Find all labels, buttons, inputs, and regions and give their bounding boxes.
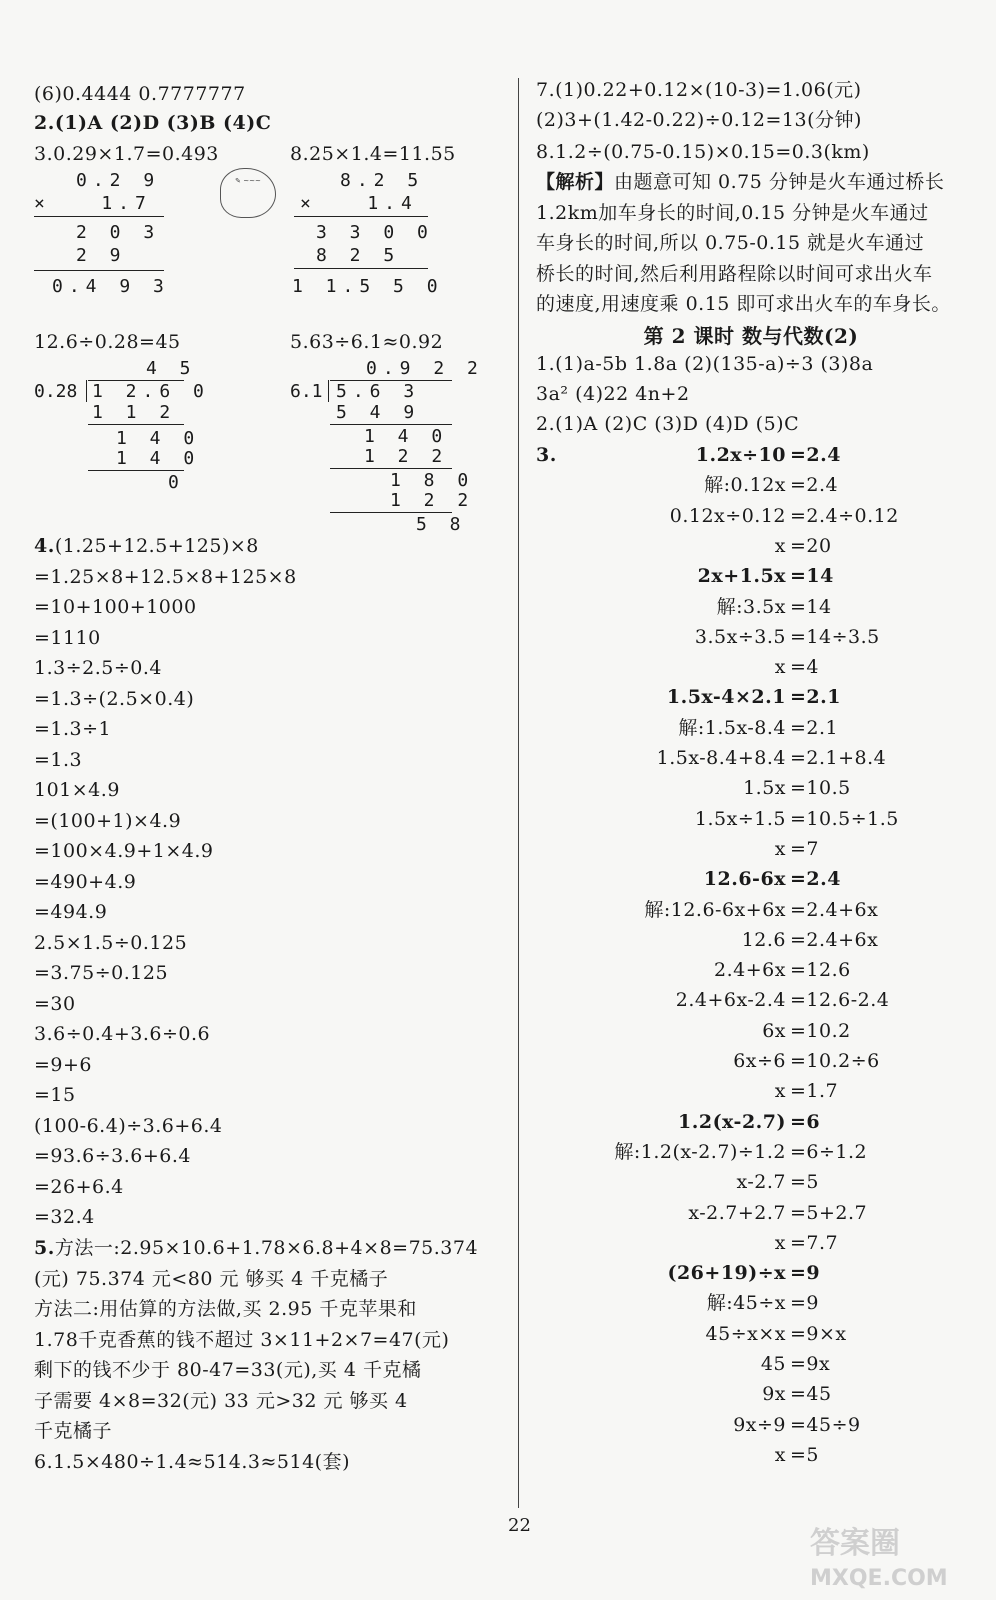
calc-line: =26+6.4: [34, 1175, 124, 1198]
div1-title: 12.6÷0.28=45: [34, 331, 181, 353]
equation-rhs: =20: [790, 534, 832, 557]
equation-rhs: =5: [790, 1443, 820, 1466]
equation-rhs: =2.1+8.4: [790, 747, 887, 769]
mul1-row: 0.2 9: [76, 170, 161, 191]
equation-lhs: 解:0.12x: [704, 474, 786, 497]
q5-line: 1.78千克香蕉的钱不超过 3×11+2×7=47(元): [34, 1328, 450, 1351]
calc-line: (100-6.4)÷3.6+6.4: [34, 1114, 223, 1137]
calc-line: =93.6÷3.6+6.4: [34, 1145, 191, 1167]
div1-bracket: [86, 380, 87, 402]
equation-rhs: =2.4: [790, 868, 841, 891]
calc-line: =1110: [34, 626, 101, 649]
q5-line: 子需要 4×8=32(元) 33 元>32 元 够买 4: [34, 1389, 408, 1412]
equation-rhs: =2.4: [790, 444, 841, 466]
mul1-row: 2 9: [76, 245, 127, 266]
mul2-row: 8.2 5: [340, 170, 425, 191]
equation-rhs: =2.1: [790, 716, 839, 739]
equation-lhs: x-2.7+2.7: [688, 1201, 786, 1224]
calc-line: =32.4: [34, 1206, 95, 1228]
equation-lhs: 1.5x-8.4+8.4: [656, 747, 786, 769]
mul2-row: × 1.4: [300, 193, 418, 214]
equation-lhs: x: [774, 837, 786, 860]
equation-lhs: x: [774, 1231, 786, 1254]
watermark-logo: 答案圈 MXQE.COM: [810, 1526, 948, 1591]
equation-lhs: 1.2x÷10: [695, 444, 786, 466]
equation-lhs: 1.5x-4×2.1: [666, 686, 786, 709]
div1-step: 1 4 0: [116, 448, 201, 469]
equation-rhs: =14: [790, 595, 832, 618]
div1-step: 1 4 0: [116, 428, 201, 449]
answer-r3: 3.: [536, 444, 557, 466]
equation-lhs: 解:1.5x-8.4: [678, 716, 786, 739]
section-heading: 第 2 课时 数与代数(2): [643, 324, 859, 348]
equation-lhs: 9x÷9: [733, 1413, 786, 1436]
equation-lhs: 6x: [762, 1019, 786, 1042]
q5-line: 5.方法一:2.95×10.6+1.78×6.8+4×8=75.374: [34, 1237, 479, 1259]
calc-line: 1.3÷2.5÷0.4: [34, 657, 162, 679]
div2-step: 5 8: [416, 514, 467, 535]
equation-rhs: =5+2.7: [790, 1201, 868, 1224]
mul1-row: × 1.7: [34, 193, 152, 214]
answer-q7-1: 7.(1)0.22+0.12×(10-3)=1.06(元): [536, 79, 862, 101]
calc-line: 2.5×1.5÷0.125: [34, 931, 188, 954]
equation-lhs: 3.5x÷3.5: [694, 625, 786, 648]
calc-line: =1.3÷(2.5×0.4): [34, 687, 195, 710]
div1-rule: [88, 470, 184, 471]
answer-r2: 2.(1)A (2)C (3)D (4)D (5)C: [536, 413, 800, 435]
equation-rhs: =6: [790, 1110, 821, 1133]
q5-line: 方法二:用估算的方法做,买 2.95 千克苹果和: [34, 1298, 417, 1320]
equation-rhs: =9×x: [790, 1322, 847, 1345]
div2-title: 5.63÷6.1≈0.92: [290, 331, 444, 353]
equation-lhs: 1.2(x-2.7): [678, 1110, 786, 1133]
answer-r1: 1.(1)a-5b 1.8a (2)(135-a)÷3 (3)8a: [536, 353, 874, 375]
mul1-rule: [34, 270, 164, 271]
calc-line: =1.3: [34, 748, 83, 771]
q5-line: (元) 75.374 元<80 元 够买 4 千克橘子: [34, 1267, 389, 1290]
div2-quotient: 0.9 2 2: [366, 358, 484, 379]
equation-lhs: x: [774, 1080, 786, 1103]
equation-lhs: 6x÷6: [733, 1050, 786, 1072]
div2-step: 1 4 0: [364, 426, 449, 447]
mul2-rule: [294, 268, 428, 269]
page-number: 22: [508, 1515, 531, 1536]
equation-lhs: 9x: [762, 1383, 786, 1406]
equation-rhs: =6÷1.2: [790, 1140, 868, 1163]
div2-rule: [330, 424, 452, 425]
equation-rhs: =10.5÷1.5: [790, 807, 899, 830]
equation-lhs: 12.6-6x: [703, 868, 786, 891]
equation-lhs: x: [774, 656, 786, 679]
calc-line: =9+6: [34, 1053, 93, 1076]
equation-rhs: =10.5: [790, 777, 851, 800]
calc-line: =1.3÷1: [34, 718, 112, 740]
answer-q3-b: 8.25×1.4=11.55: [290, 143, 456, 165]
div2-bracket: [328, 380, 329, 402]
equation-rhs: =4: [790, 656, 820, 679]
equation-rhs: =9x: [790, 1353, 831, 1375]
mul2-row: 8 2 5: [316, 245, 401, 266]
calc-line: =30: [34, 992, 76, 1015]
calc-line: =490+4.9: [34, 870, 137, 893]
equation-lhs: 45: [760, 1353, 786, 1375]
calc-line: 3.6÷0.4+3.6÷0.6: [34, 1023, 211, 1045]
calc-line: =10+100+1000: [34, 596, 197, 618]
div1-quotient: 4 5: [146, 358, 197, 379]
mul2-rule: [294, 216, 428, 217]
div1-rule: [88, 424, 184, 425]
equation-rhs: =9: [790, 1292, 820, 1315]
equation-lhs: 12.6: [741, 928, 786, 951]
mul1-rule: [34, 216, 164, 217]
div2-rule: [330, 468, 452, 469]
answer-q8: 8.1.2÷(0.75-0.15)×0.15=0.3(km): [536, 141, 870, 163]
equation-lhs: 2.4+6x-2.4: [675, 989, 786, 1012]
equation-rhs: =7.7: [790, 1231, 839, 1254]
answer-q3-a: 3.0.29×1.7=0.493: [34, 143, 219, 165]
div2-rule: [330, 512, 452, 513]
answer-r1-cont: 3a² (4)22 4n+2: [536, 383, 690, 405]
equation-rhs: =2.4+6x: [790, 898, 879, 921]
equation-lhs: 2.4+6x: [714, 959, 786, 982]
calc-line: =100×4.9+1×4.9: [34, 840, 214, 862]
calc-line: 101×4.9: [34, 779, 120, 801]
analysis-line: 的速度,用速度乘 0.15 即可求出火车的车身长。: [536, 293, 951, 315]
equation-lhs: 0.12x÷0.12: [669, 504, 786, 527]
equation-rhs: =2.1: [790, 686, 841, 709]
equation-rhs: =10.2÷6: [790, 1050, 880, 1072]
equation-rhs: =10.2: [790, 1019, 851, 1042]
equation-rhs: =45: [790, 1383, 832, 1406]
mul2-row: 1 1.5 5 0: [292, 276, 444, 297]
equation-rhs: =2.4: [790, 474, 839, 497]
q5-line: 千克橘子: [34, 1420, 113, 1442]
answer-line: (6)0.4444 0.7777777: [34, 83, 246, 105]
equation-rhs: =14÷3.5: [790, 625, 880, 648]
calc-line: 4.(1.25+12.5+125)×8: [34, 535, 259, 557]
equation-lhs: (26+19)÷x: [667, 1262, 786, 1285]
div2-step: 1 2 2: [364, 446, 449, 467]
equation-rhs: =1.7: [790, 1080, 839, 1103]
equation-rhs: =12.6: [790, 959, 851, 982]
div2-step: 5 4 9: [336, 402, 421, 423]
div1-dividend: 1 2.6 0: [92, 381, 210, 402]
mul2-row: 3 3 0 0: [316, 222, 434, 243]
equation-lhs: 解:1.2(x-2.7)÷1.2: [614, 1140, 786, 1163]
analysis-line: 桥长的时间,然后利用路程除以时间可求出火车: [536, 262, 933, 285]
analysis-line: 车身长的时间,所以 0.75-0.15 就是火车通过: [536, 232, 925, 254]
calc-line: =494.9: [34, 901, 108, 923]
q5-line: 剩下的钱不少于 80-47=33(元),买 4 千克橘: [34, 1359, 422, 1381]
answer-q6: 6.1.5×480÷1.4≈514.3≈514(套): [34, 1451, 350, 1473]
calc-line: =1.25×8+12.5×8+125×8: [34, 565, 297, 588]
equation-rhs: =5: [790, 1171, 820, 1194]
equation-rhs: =9: [790, 1262, 821, 1285]
equation-rhs: =2.4+6x: [790, 928, 879, 951]
answer-q2: 2.(1)A (2)D (3)B (4)C: [34, 112, 272, 134]
equation-lhs: 解:45÷x: [706, 1292, 786, 1315]
column-divider: [518, 78, 519, 1508]
analysis-line: 【解析】由题意可知 0.75 分钟是火车通过桥长: [536, 171, 945, 193]
analysis-line: 1.2km加车身长的时间,0.15 分钟是火车通过: [536, 201, 929, 224]
equation-rhs: =14: [790, 565, 834, 588]
answer-q7-2: (2)3+(1.42-0.22)÷0.12=13(分钟): [536, 109, 862, 131]
equation-lhs: x: [774, 1443, 786, 1466]
equation-lhs: 1.5x: [743, 777, 786, 800]
div2-step: 1 2 2: [390, 490, 475, 511]
equation-lhs: 解:3.5x: [716, 595, 786, 618]
calc-line: =(100+1)×4.9: [34, 809, 182, 832]
div1-step: 0: [168, 472, 185, 493]
equation-lhs: 解:12.6-6x+6x: [644, 898, 786, 921]
equation-lhs: x-2.7: [736, 1171, 786, 1194]
equation-lhs: x: [774, 534, 786, 557]
div1-step: 1 1 2: [92, 402, 177, 423]
equation-lhs: 45÷x×x: [705, 1322, 786, 1345]
div2-dividend: 5.6 3: [336, 381, 421, 402]
calc-line: =15: [34, 1084, 76, 1106]
equation-rhs: =45÷9: [790, 1413, 861, 1436]
calc-line: =3.75÷0.125: [34, 962, 169, 984]
mul1-row: 2 0 3: [76, 222, 161, 243]
handwritten-stamp: ✎ ~~~: [220, 168, 276, 218]
div2-step: 1 8 0: [390, 470, 475, 491]
div1-divisor: 0.28: [34, 381, 78, 402]
equation-lhs: 2x+1.5x: [697, 565, 786, 588]
div2-divisor: 6.1: [290, 381, 323, 402]
equation-rhs: =2.4÷0.12: [790, 504, 899, 527]
mul1-row: 0.4 9 3: [52, 276, 170, 297]
equation-rhs: =7: [790, 837, 820, 860]
equation-rhs: =12.6-2.4: [790, 989, 890, 1012]
equation-lhs: 1.5x÷1.5: [694, 807, 786, 830]
